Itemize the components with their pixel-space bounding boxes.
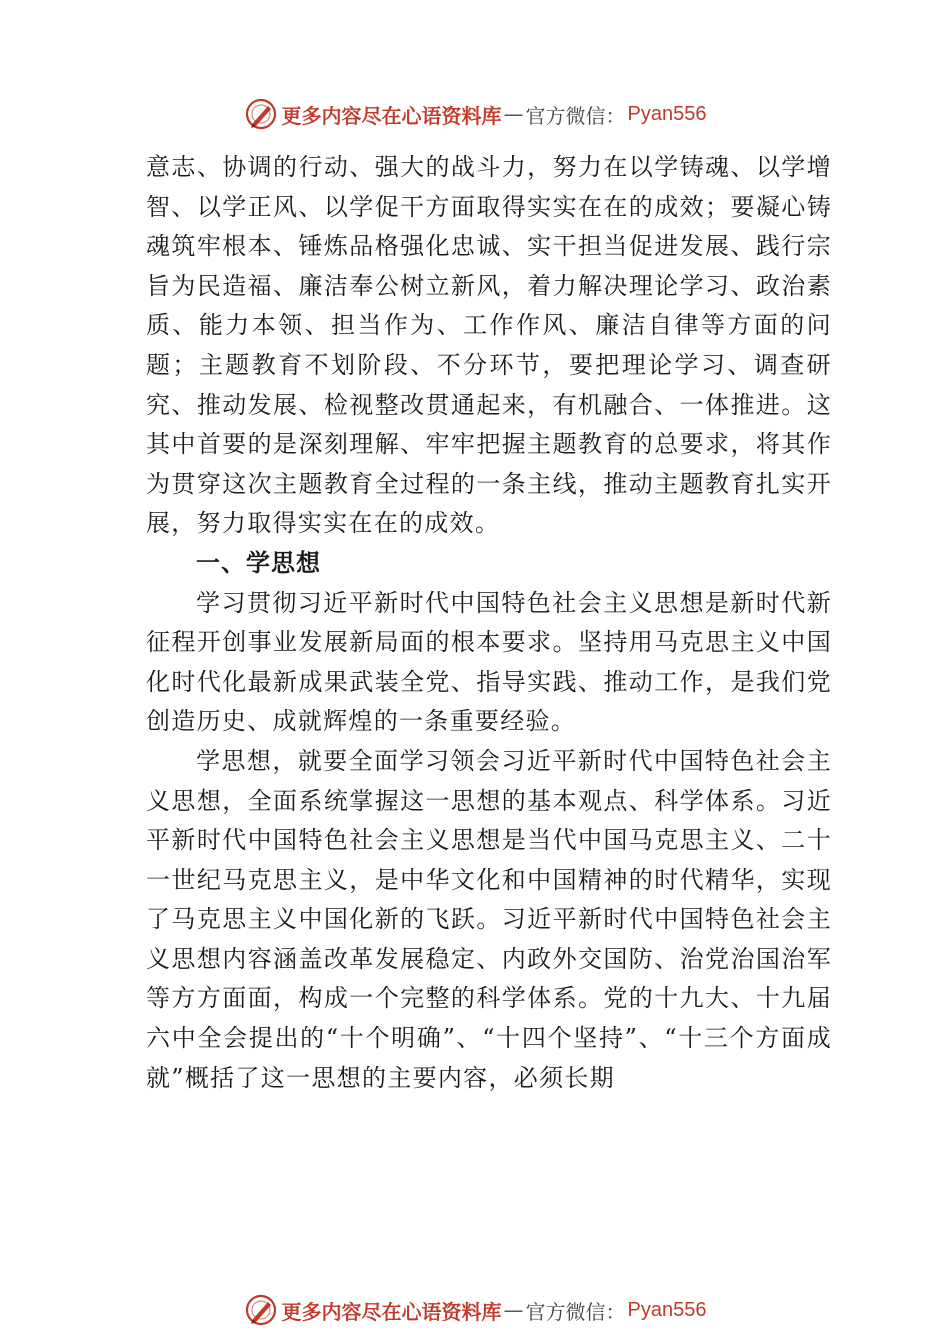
- document-body: [146, 148, 832, 1098]
- pen-circle-logo-icon: [244, 1293, 278, 1327]
- footer-brand-text: 更多内容尽在心语资料库: [281, 1299, 502, 1324]
- footer-wechat-id: Pyan556: [627, 1298, 707, 1321]
- paragraph-1: 意志、协调的行动、强大的战斗力，努力在以学铸魂、以学增智、以学正风、以学促干方面取得实实在在的成效；要凝心铸魂筑牢根本、锤炼品格强化忠诚、实干担当促进发展、践行宗旨为民造福、廉洁奉公树立新风，着力解决理论学习、政治素质、能力本领、担当作为、工作作风、廉洁自律等方面的问题；主题教育不划阶段、不分环节，要把理论学习、调查研究、推动发展、检视整改贯通起来，有机融合、一体推进。这其中首要的是深刻理解、牢牢把握主题教育的总要求，将其作为贯穿这次主题教育全过程的一条主线，推动主题教育扎实开展，努力取得实实在在的成效。: [146, 153, 832, 538]
- header-official-label: 官方微信：: [525, 103, 626, 128]
- footer-dash: —: [503, 1298, 524, 1322]
- footer-watermark: [0, 1290, 950, 1330]
- paragraph-3: 学思想，就要全面学习领会习近平新时代中国特色社会主义思想，全面系统掌握这一思想的基本观点、科学体系。习近平新时代中国特色社会主义思想是当代中国马克思主义、二十一世纪马克思主义，是中华文化和中国精神的时代精华，实现了马克思主义中国化新的飞跃。习近平新时代中国特色社会主义思想内容涵盖改革发展稳定、内政外交国防、治党治国治军等方方面面，构成一个完整的科学体系。党的十九大、十九届六中全会提出的“十个明确”、“十四个坚持”、“十三个方面成就”概括了这一思想的主要内容，必须长期: [146, 746, 832, 1092]
- paragraph-2: 学习贯彻习近平新时代中国特色社会主义思想是新时代新征程开创事业发展新局面的根本要求。坚持用马克思主义中国化时代化最新成果武装全党、指导实践、推动工作，是我们党创造历史、成就辉煌的一条重要经验。: [146, 588, 832, 736]
- header-dash: —: [503, 102, 524, 126]
- header-wechat-id: Pyan556: [627, 102, 707, 125]
- pen-circle-logo-icon: [244, 97, 278, 131]
- section-heading: 一、学思想: [196, 548, 321, 577]
- footer-official-label: 官方微信：: [525, 1299, 626, 1324]
- header-watermark: [0, 94, 950, 134]
- header-brand-text: 更多内容尽在心语资料库: [281, 103, 502, 128]
